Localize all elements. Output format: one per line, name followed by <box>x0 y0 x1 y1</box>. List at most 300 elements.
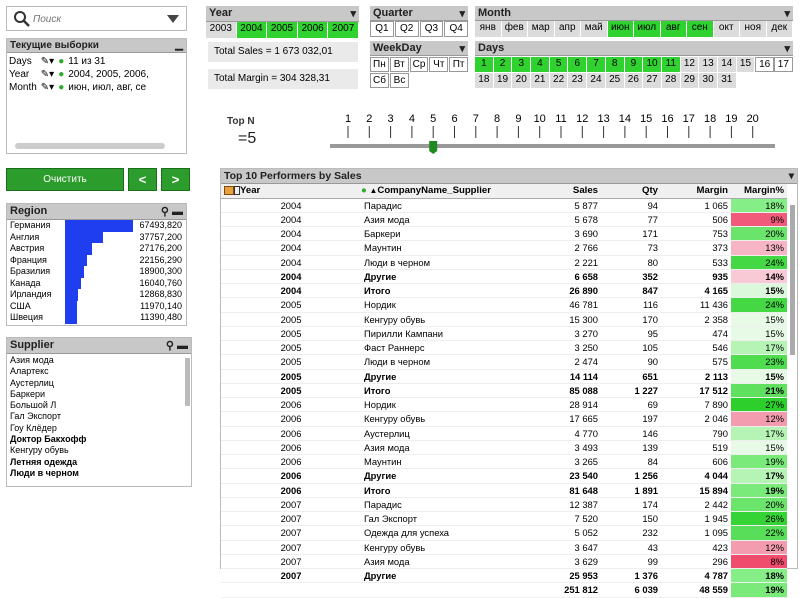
d2-cell[interactable]: 28 <box>662 73 681 88</box>
marginp-cell: 19% <box>731 583 787 597</box>
table-row[interactable] <box>221 455 787 469</box>
days-listbox <box>475 41 793 89</box>
region-item[interactable] <box>7 312 186 324</box>
company-cell: Кенгуру обувь <box>361 412 511 426</box>
d1-cell[interactable]: 17 <box>774 57 793 72</box>
qty-cell: 99 <box>601 554 661 568</box>
topn-slider[interactable] <box>330 112 775 158</box>
wd2-cell[interactable]: Вс <box>390 73 409 88</box>
d2-cell[interactable]: 29 <box>681 73 700 88</box>
yearcells-cell[interactable]: 2007 <box>328 22 359 38</box>
region-item[interactable] <box>7 289 186 301</box>
region-item[interactable] <box>7 232 186 244</box>
company-cell: Люди в черном <box>361 255 511 269</box>
marginp-cell: 23% <box>731 355 787 369</box>
forward-button[interactable]: > <box>161 168 190 191</box>
mcells-cell[interactable]: апр <box>555 21 582 37</box>
region-value: 11970,140 <box>140 300 182 311</box>
year-cell: 2004 <box>221 198 361 212</box>
search-icon <box>13 10 31 28</box>
d1-cell[interactable]: 15 <box>737 57 756 72</box>
total-sales: Total Sales = 1 673 032,01 <box>208 42 358 62</box>
top10-table <box>221 184 787 598</box>
days-header <box>475 41 793 56</box>
sales-cell: 3 265 <box>511 455 601 469</box>
qty-cell: 90 <box>601 355 661 369</box>
margin-cell: 7 890 <box>661 398 731 412</box>
supplier-item[interactable]: Азия мода <box>10 355 54 365</box>
d2-cell[interactable]: 27 <box>643 73 662 88</box>
d1-cell[interactable]: 12 <box>681 57 700 72</box>
mcells-cell[interactable]: июл <box>634 21 661 37</box>
table-row[interactable] <box>221 312 787 326</box>
region-item[interactable] <box>7 243 186 255</box>
selection-dot-icon: ● <box>58 69 65 80</box>
mcells-cell[interactable]: мар <box>528 21 555 37</box>
year-cell: 2004 <box>221 227 361 241</box>
d1-cell[interactable]: 1 <box>475 57 494 72</box>
slider-tick-label: 13 <box>597 113 610 125</box>
year-cells <box>206 22 359 38</box>
margin-cell: 4 044 <box>661 469 731 483</box>
region-name: США <box>10 300 31 311</box>
region-listbox <box>6 203 187 326</box>
table-row[interactable] <box>221 469 787 483</box>
d2-cell[interactable]: 30 <box>699 73 718 88</box>
company-cell: Парадис <box>361 497 511 511</box>
d2-cell[interactable]: 21 <box>531 73 550 88</box>
wd1-cell[interactable]: Вт <box>390 57 409 72</box>
d2-cell[interactable]: 23 <box>568 73 587 88</box>
supplier-title: Supplier <box>10 339 55 351</box>
supplier-header <box>7 338 191 354</box>
days-row-1 <box>475 57 793 72</box>
slider-tick-label: 15 <box>640 113 653 125</box>
year-cell: 2006 <box>221 455 361 469</box>
d2-cell[interactable]: 20 <box>512 73 531 88</box>
slider-tick-label: 5 <box>430 113 437 125</box>
slider-tick-label: 3 <box>387 113 394 125</box>
top10-header <box>221 169 797 184</box>
region-bar <box>65 232 103 244</box>
margin-cell: 11 436 <box>661 298 731 312</box>
slider-tick-label: 11 <box>555 113 567 125</box>
company-cell: Итого <box>361 284 511 298</box>
margin-cell: 4 165 <box>661 284 731 298</box>
company-cell: Итого <box>361 383 511 397</box>
month-cells <box>475 21 793 37</box>
sales-cell: 5 678 <box>511 212 601 226</box>
d2-cell[interactable]: 18 <box>475 73 494 88</box>
table-row[interactable] <box>221 398 787 412</box>
days-row-2 <box>475 73 793 88</box>
vertical-scrollbar[interactable] <box>790 205 795 355</box>
company-cell: Маунтин <box>361 241 511 255</box>
slider-tick-label: 8 <box>494 113 501 125</box>
wd1-cell[interactable]: Пт <box>449 57 468 72</box>
slider-tick-label: 16 <box>661 113 674 125</box>
qty-cell: 146 <box>601 426 661 440</box>
region-value: 16040,760 <box>139 277 182 288</box>
sales-cell: 3 270 <box>511 326 601 340</box>
selection-edit-icons[interactable]: ✎▾ <box>40 56 55 67</box>
sales-cell: 251 812 <box>511 583 601 597</box>
qty-cell: 77 <box>601 212 661 226</box>
d2-cell[interactable]: 22 <box>550 73 569 88</box>
year-cell: 2007 <box>221 526 361 540</box>
slider-tick-label: 6 <box>451 113 458 125</box>
total-margin: Total Margin = 304 328,31 <box>208 69 358 89</box>
margin-cell: 606 <box>661 455 731 469</box>
d2-cell[interactable]: 19 <box>494 73 513 88</box>
supplier-item[interactable]: Большой Л <box>10 400 57 411</box>
margin-cell: 423 <box>661 540 731 554</box>
sales-column-header[interactable]: Sales <box>511 184 601 198</box>
topn-value: =5 <box>238 130 257 147</box>
selection-row[interactable] <box>7 81 151 94</box>
d1-cell[interactable]: 5 <box>550 57 569 72</box>
yearcells-cell[interactable]: 2004 <box>237 22 268 38</box>
marginp-cell: 14% <box>731 269 787 283</box>
table-row[interactable] <box>221 269 787 283</box>
d2-cell[interactable]: 24 <box>587 73 606 88</box>
company-cell: Кенгуру обувь <box>361 540 511 554</box>
search-box[interactable] <box>6 6 187 31</box>
marginp-cell: 26% <box>731 512 787 526</box>
qcells-cell[interactable]: Q4 <box>444 21 468 37</box>
margin-cell: 373 <box>661 241 731 255</box>
region-bar <box>65 278 81 290</box>
qty-cell: 1 376 <box>601 569 661 583</box>
wd2-cell[interactable]: Сб <box>370 73 389 88</box>
mcells-cell[interactable]: окт <box>714 21 741 37</box>
margin-cell: 2 113 <box>661 369 731 383</box>
region-item[interactable] <box>7 278 186 290</box>
table-row[interactable] <box>221 284 787 298</box>
region-value: 11390,480 <box>140 312 182 322</box>
qty-cell: 139 <box>601 440 661 454</box>
sales-cell: 2 766 <box>511 241 601 255</box>
quarter-title: Quarter <box>373 7 413 19</box>
qcells-cell[interactable]: Q3 <box>420 21 444 37</box>
mcells-cell[interactable]: ноя <box>740 21 767 37</box>
region-bar <box>65 301 77 313</box>
table-row[interactable] <box>221 483 787 497</box>
year-cell: 2006 <box>221 469 361 483</box>
sales-cell: 3 493 <box>511 440 601 454</box>
yearcells-cell[interactable]: 2005 <box>267 22 298 38</box>
qty-cell: 43 <box>601 540 661 554</box>
mcells-cell[interactable]: дек <box>767 21 794 37</box>
d1-cell[interactable]: 9 <box>625 57 644 72</box>
region-value: 12868,830 <box>139 289 182 299</box>
d2-cell[interactable]: 26 <box>625 73 644 88</box>
supplier-item[interactable]: Гал Экспорт <box>10 411 61 422</box>
d1-cell[interactable]: 13 <box>699 57 718 72</box>
sales-cell: 3 629 <box>511 554 601 568</box>
sales-cell: 12 387 <box>511 497 601 511</box>
table-row[interactable] <box>221 412 787 426</box>
company-cell: Итого <box>361 483 511 497</box>
year-cell: 2004 <box>221 241 361 255</box>
sort-icon[interactable]: ▲ <box>369 186 378 196</box>
company-cell: Маунтин <box>361 455 511 469</box>
sales-cell: 17 665 <box>511 412 601 426</box>
table-row[interactable] <box>221 426 787 440</box>
search-icon[interactable]: ⚲ ▬ <box>165 340 188 352</box>
supplier-item[interactable]: Летняя одежда <box>10 456 78 467</box>
selection-edit-icons[interactable]: ✎▾ <box>40 69 55 80</box>
company-header-label: CompanyName_Supplier <box>377 185 491 197</box>
d2-cell[interactable]: 25 <box>606 73 625 88</box>
slider-tick-label: 7 <box>472 113 479 125</box>
marginp-cell: 20% <box>731 227 787 241</box>
dimension-icon <box>224 186 234 195</box>
d1-cell[interactable]: 7 <box>587 57 606 72</box>
marginp-cell: 19% <box>731 483 787 497</box>
marginp-cell: 12% <box>731 412 787 426</box>
table-row[interactable] <box>221 540 787 554</box>
margin-cell: 506 <box>661 212 731 226</box>
margin-cell: 474 <box>661 326 731 340</box>
table-row[interactable] <box>221 554 787 568</box>
table-row[interactable] <box>221 198 787 212</box>
company-column-header[interactable] <box>361 184 511 198</box>
company-cell: Люди в черном <box>361 355 511 369</box>
company-cell: Пирилли Кампани <box>361 326 511 340</box>
weekday-row-2 <box>370 73 468 88</box>
weekday-header <box>370 41 468 56</box>
qty-cell: 116 <box>601 298 661 312</box>
table-row[interactable] <box>221 569 787 583</box>
selection-dot-icon: ● <box>58 56 65 67</box>
marginp-cell: 18% <box>731 569 787 583</box>
year-header-label: Year <box>240 185 261 197</box>
company-cell: Азия мода <box>361 212 511 226</box>
year-cell: 2004 <box>221 212 361 226</box>
slider-tick-label: 17 <box>682 113 695 125</box>
mcells-cell[interactable]: янв <box>475 21 502 37</box>
yearcells-cell[interactable]: 2006 <box>298 22 329 38</box>
table-row[interactable] <box>221 440 787 454</box>
selection-field: Year <box>9 69 30 80</box>
wd1-cell[interactable]: Чт <box>429 57 448 72</box>
year-cell: 2004 <box>221 269 361 283</box>
year-column-header[interactable] <box>221 184 361 198</box>
region-value: 27176,200 <box>139 243 182 253</box>
year-title: Year <box>209 7 233 19</box>
company-cell: Другие <box>361 469 511 483</box>
region-item[interactable] <box>7 255 186 267</box>
year-cell: 2006 <box>221 398 361 412</box>
region-item[interactable] <box>7 301 186 313</box>
supplier-item[interactable]: Баркери <box>10 388 45 399</box>
sales-cell: 2 221 <box>511 255 601 269</box>
wd1-cell[interactable]: Ср <box>410 57 429 72</box>
selection-row[interactable] <box>7 68 151 81</box>
year-cell: 2005 <box>221 312 361 326</box>
d1-cell[interactable]: 8 <box>606 57 625 72</box>
year-listbox <box>206 6 359 39</box>
sales-cell: 26 890 <box>511 284 601 298</box>
marginp-cell: 24% <box>731 255 787 269</box>
quarter-cells <box>370 21 468 37</box>
region-item[interactable] <box>7 220 186 232</box>
table-row[interactable] <box>221 227 787 241</box>
supplier-list <box>7 355 191 479</box>
d1-cell[interactable]: 4 <box>531 57 550 72</box>
slider-tick-label: 9 <box>515 113 522 125</box>
year-cell: 2007 <box>221 497 361 511</box>
table-row[interactable] <box>221 298 787 312</box>
margin-cell: 4 787 <box>661 569 731 583</box>
d1-cell[interactable]: 6 <box>568 57 587 72</box>
region-bar <box>65 289 78 301</box>
vertical-scrollbar[interactable] <box>185 358 190 406</box>
sales-cell: 5 052 <box>511 526 601 540</box>
region-name: Англия <box>10 231 40 242</box>
table-row[interactable] <box>221 212 787 226</box>
margin-cell: 546 <box>661 341 731 355</box>
supplier-item[interactable]: Доктор Бакхофф <box>10 434 87 445</box>
table-row[interactable] <box>221 341 787 355</box>
margin-column-header[interactable]: Margin <box>661 184 731 198</box>
margin-cell: 519 <box>661 440 731 454</box>
qty-cell: 847 <box>601 284 661 298</box>
current-selections-panel <box>6 38 187 154</box>
d2-cell[interactable]: 31 <box>718 73 737 88</box>
mcells-cell[interactable]: июн <box>608 21 635 37</box>
sales-cell: 25 953 <box>511 569 601 583</box>
sales-cell: 28 914 <box>511 398 601 412</box>
marginp-cell: 17% <box>731 469 787 483</box>
table-row[interactable] <box>221 526 787 540</box>
table-row[interactable] <box>221 255 787 269</box>
company-cell: Гал Экспорт <box>361 512 511 526</box>
d1-cell[interactable]: 16 <box>755 57 774 72</box>
supplier-item[interactable]: Кенгуру обувь <box>10 445 69 456</box>
supplier-item[interactable]: Люди в черном <box>10 467 79 478</box>
company-cell: Азия мода <box>361 554 511 568</box>
mcells-cell[interactable]: фев <box>502 21 529 37</box>
margin-cell: 15 894 <box>661 483 731 497</box>
margin-cell: 2 046 <box>661 412 731 426</box>
d1-cell[interactable]: 14 <box>718 57 737 72</box>
margin-cell: 1 065 <box>661 198 731 212</box>
slider-thumb[interactable] <box>429 141 437 154</box>
chevron-down-icon[interactable]: ▾ <box>459 43 465 55</box>
sales-cell: 3 690 <box>511 227 601 241</box>
yearcells-cell[interactable]: 2003 <box>206 22 237 38</box>
table-row[interactable] <box>221 512 787 526</box>
region-bar <box>65 220 133 232</box>
region-name: Германия <box>10 220 51 230</box>
marginp-cell: 15% <box>731 312 787 326</box>
slider-tick-label: 10 <box>533 113 546 125</box>
qcells-cell[interactable]: Q2 <box>395 21 419 37</box>
chevron-down-icon[interactable]: ▾ <box>350 8 356 20</box>
horizontal-scrollbar[interactable] <box>15 143 165 149</box>
selection-row[interactable] <box>7 55 151 68</box>
back-button[interactable]: < <box>128 168 157 191</box>
clear-button[interactable]: Очистить <box>6 168 124 191</box>
d1-cell[interactable]: 2 <box>494 57 513 72</box>
company-cell: Парадис <box>361 198 511 212</box>
sales-cell: 81 648 <box>511 483 601 497</box>
year-cell: 2005 <box>221 369 361 383</box>
mcells-cell[interactable]: май <box>581 21 608 37</box>
qcells-cell[interactable]: Q1 <box>370 21 394 37</box>
chevron-down-icon[interactable]: ▾ <box>784 8 790 20</box>
weekday-listbox <box>370 41 468 87</box>
table-row[interactable] <box>221 369 787 383</box>
marginp-cell: 15% <box>731 369 787 383</box>
sales-cell: 46 781 <box>511 298 601 312</box>
region-bar <box>65 243 92 255</box>
d1-cell[interactable]: 3 <box>512 57 531 72</box>
search-input[interactable] <box>33 11 163 27</box>
days-title: Days <box>478 42 505 54</box>
slider-tick-label: 4 <box>408 113 415 125</box>
year-cell: 2007 <box>221 540 361 554</box>
supplier-item[interactable]: Гоу Клёдер <box>10 422 57 433</box>
table-row[interactable] <box>221 383 787 397</box>
region-title: Region <box>10 205 48 217</box>
supplier-item[interactable]: Аустерлиц <box>10 377 54 388</box>
qty-cell: 1 256 <box>601 469 661 483</box>
table-row[interactable] <box>221 583 787 597</box>
marginp-cell: 13% <box>731 241 787 255</box>
mcells-cell[interactable]: авг <box>661 21 688 37</box>
search-icon[interactable]: ⚲ ▬ <box>160 206 183 218</box>
chevron-down-icon[interactable]: ▾ <box>788 170 794 182</box>
year-cell: 2007 <box>221 569 361 583</box>
chevron-down-icon[interactable]: ▾ <box>459 8 465 20</box>
qty-cell: 232 <box>601 526 661 540</box>
company-cell: Другие <box>361 569 511 583</box>
qty-cell: 6 039 <box>601 583 661 597</box>
margin-cell: 17 512 <box>661 383 731 397</box>
sales-cell: 2 474 <box>511 355 601 369</box>
chevron-down-icon[interactable] <box>166 14 180 24</box>
region-value: 37757,200 <box>139 231 182 242</box>
marginp-cell: 12% <box>731 540 787 554</box>
qty-cell: 73 <box>601 241 661 255</box>
margin-cell: 1 945 <box>661 512 731 526</box>
topn-label: Top N <box>227 116 255 127</box>
qty-column-header[interactable]: Qty <box>601 184 661 198</box>
marginp-column-header[interactable]: Margin% <box>731 184 787 198</box>
table-row[interactable] <box>221 241 787 255</box>
d1-cell[interactable]: 10 <box>643 57 662 72</box>
table-row[interactable] <box>221 497 787 511</box>
region-value: 22156,290 <box>139 254 182 265</box>
year-cell: 2007 <box>221 512 361 526</box>
table-row[interactable] <box>221 326 787 340</box>
minimize-icon[interactable]: ▁ <box>175 40 183 51</box>
chevron-down-icon[interactable]: ▾ <box>784 43 790 55</box>
d1-cell[interactable]: 11 <box>662 57 681 72</box>
region-item[interactable] <box>7 266 186 278</box>
supplier-item[interactable]: Алартекс <box>10 366 49 377</box>
table-row[interactable] <box>221 355 787 369</box>
selection-edit-icons[interactable]: ✎▾ <box>40 82 55 93</box>
year-cell: 2006 <box>221 412 361 426</box>
region-bar <box>65 255 87 267</box>
mcells-cell[interactable]: сен <box>687 21 714 37</box>
qty-cell: 69 <box>601 398 661 412</box>
wd1-cell[interactable]: Пн <box>370 57 389 72</box>
